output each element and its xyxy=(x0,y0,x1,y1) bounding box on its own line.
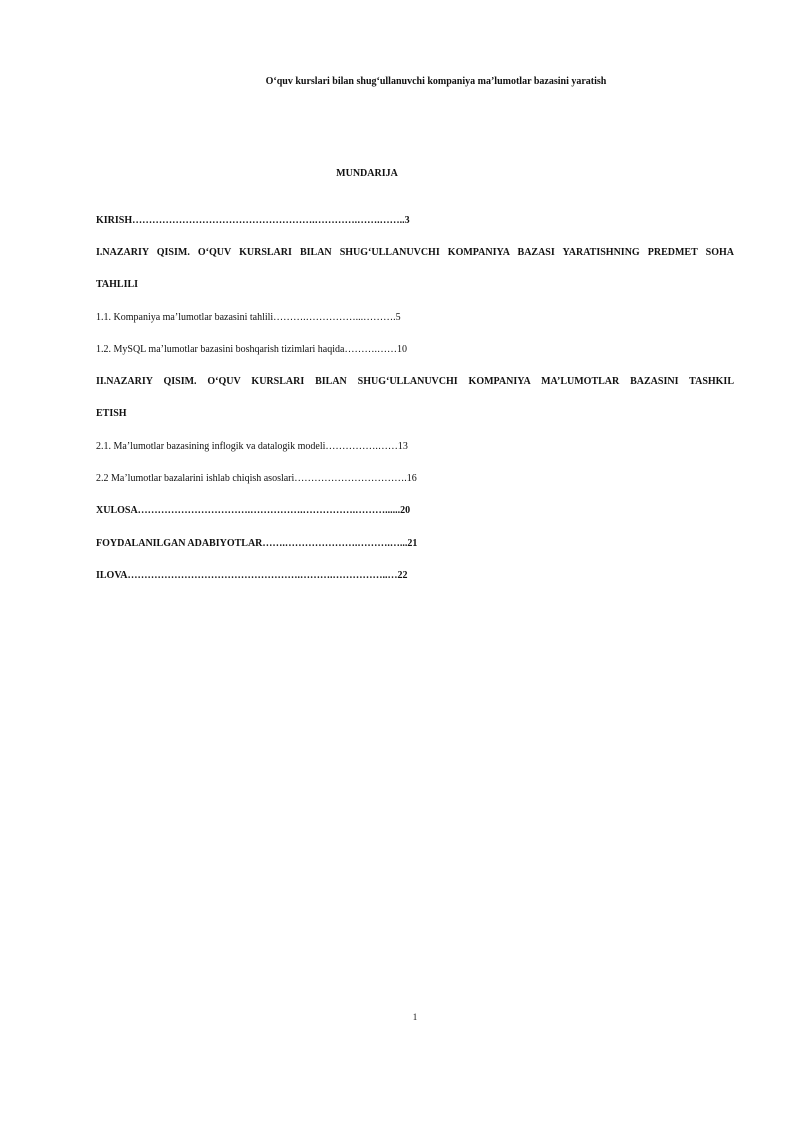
toc-entry-1-1: 1.1. Kompaniya ma’lumotlar bazasini tahlili……….……………...……….5 xyxy=(96,312,401,323)
toc-entry-1-2: 1.2. MySQL ma’lumotlar bazasini boshqarish tizimlari haqida……….……10 xyxy=(96,344,407,355)
toc-entry-ilova: ILOVA…………………………………………….……….……………..…22 xyxy=(96,570,408,581)
toc-entry-section-2-title: II.NAZARIY QISIM. O‘QUV KURSLARI BILAN SHUG‘ULLANUVCHI KOMPANIYA MA’LUMOTLAR BAZASINI TASHKIL xyxy=(96,376,734,387)
toc-entry-section-1-title: I.NAZARIY QISIM. O‘QUV KURSLARI BILAN SHUG‘ULLANUVCHI KOMPANIYA BAZASI YARATISHNING PREDMET SOHA xyxy=(96,247,734,258)
toc-heading: MUNDARIJA xyxy=(336,168,398,179)
toc-entry-adabiyotlar: FOYDALANILGAN ADABIYOTLAR…….………………….……….…...21 xyxy=(96,538,418,549)
toc-entry-section-2-title-cont: ETISH xyxy=(96,408,127,419)
toc-entry-kirish: KIRISH……………………………………………….………….…….……..3 xyxy=(96,215,410,226)
toc-entry-xulosa: XULOSA…………………………….…………….…………….………......20 xyxy=(96,505,411,516)
toc-entry-section-1-title-cont: TAHLILI xyxy=(96,279,139,290)
page-number: 1 xyxy=(412,1012,418,1022)
toc-entry-2-2: 2.2 Ma’lumotlar bazalarini ishlab chiqish asoslari…………………………….16 xyxy=(96,473,417,484)
toc-entry-2-1: 2.1. Ma’lumotlar bazasining inflogik va datalogik modeli…………….……13 xyxy=(96,441,408,452)
document-title: O‘quv kurslari bilan shug‘ullanuvchi kompaniya ma’lumotlar bazasini yaratish xyxy=(265,76,607,87)
